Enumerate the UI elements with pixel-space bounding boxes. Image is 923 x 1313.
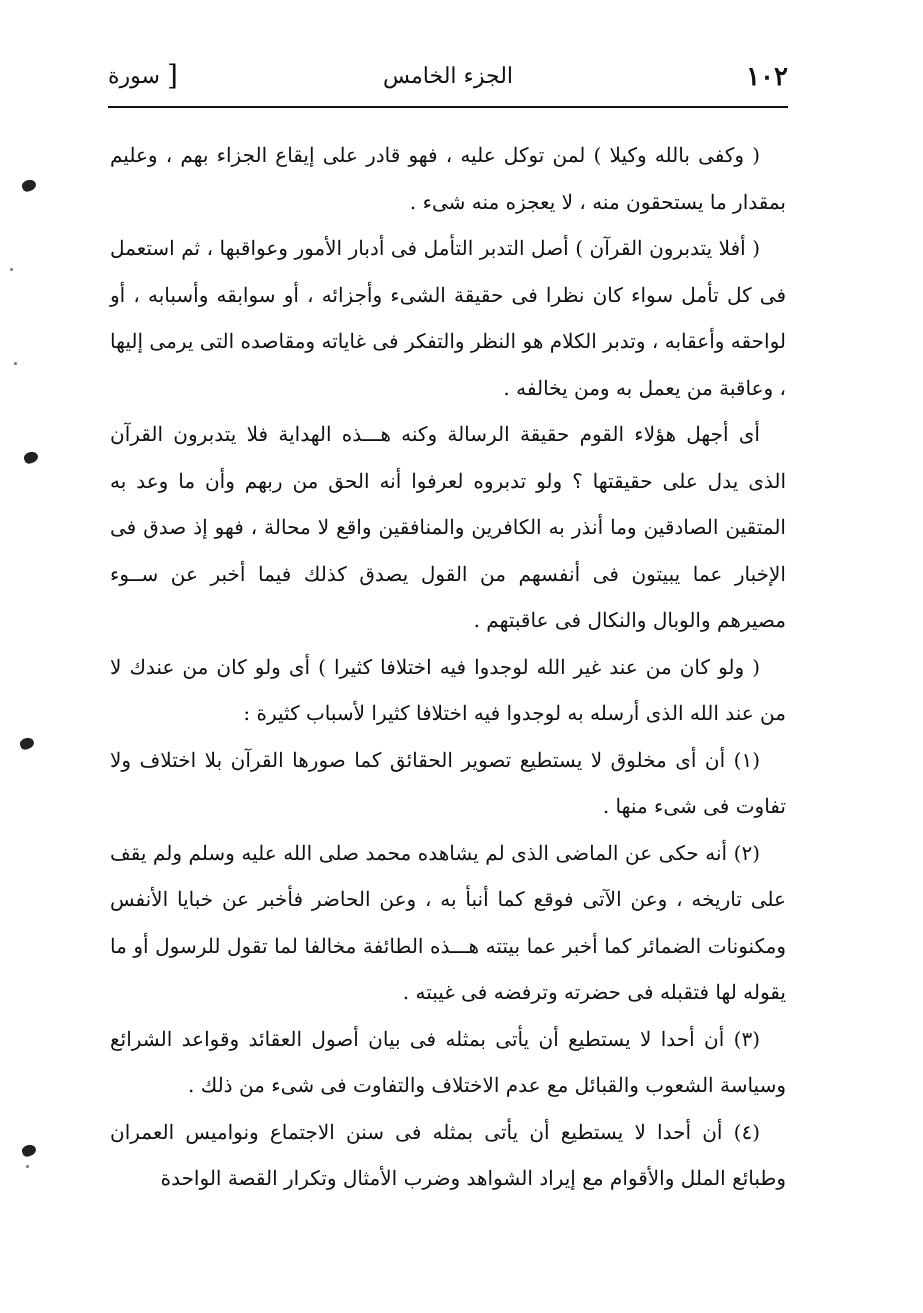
paragraph-1: ( وكفى بالله وكيلا ) لمن توكل عليه ، فهو قادر على إيقاع الجزاء بهم ، وعليم بمقدار ما يستحقون منه ، لا يعجزه منه شىء . xyxy=(110,143,786,214)
paragraph-4: ( ولو كان من عند غير الله لوجدوا فيه اختلافا كثيرا ) أى ولو كان من عندك لا من عند الله الذى أرسله به لوجدوا فيه اختلافا كثيرا لأسباب كثيرة : xyxy=(110,654,786,725)
margin-ink-mark xyxy=(21,178,38,193)
page-header xyxy=(108,58,788,102)
page-number: ١٠٢ xyxy=(746,62,788,92)
margin-ink-mark xyxy=(21,1143,38,1158)
body-text xyxy=(110,132,786,1202)
paragraph-5: (١) أن أى مخلوق لا يستطيع تصوير الحقائق كما صورها القرآن بلا اختلاف ولا تفاوت فى شىء منها . xyxy=(110,747,786,818)
paragraph-8: (٤) أن أحدا لا يستطيع أن يأتى بمثله فى سنن الاجتماع ونواميس العمران وطبائع الملل والأقوام مع إيراد الشواهد وضرب الأمثال وتكرار القصة الواحدة xyxy=(110,1119,786,1190)
paragraph-2: ( أفلا يتدبرون القرآن ) أصل التدبر التأمل فى أدبار الأمور وعواقبها ، ثم استعمل فى كل تأمل سواء كان نظرا فى حقيقة الشىء وأجزائه ، أو سوابقه وأسبابه ، أو لواحقه وأعقابه ، وتدبر الكلام هو النظر والتفكر فى غاياته ومقاصده التى يرمى إليها ، وعاقبة من يعمل به ومن يخالفه . xyxy=(110,236,786,400)
margin-ink-mark xyxy=(23,450,40,465)
margin-speck xyxy=(14,362,17,365)
surah-label xyxy=(108,59,178,92)
paragraph-7: (٣) أن أحدا لا يستطيع أن يأتى بمثله فى بيان أصول العقائد وقواعد الشرائع وسياسة الشعوب والقبائل مع عدم الاختلاف والتفاوت فى شىء من ذلك . xyxy=(110,1026,786,1097)
margin-speck xyxy=(26,1165,29,1168)
surah-bracket: [ xyxy=(166,59,178,92)
header-rule xyxy=(108,106,788,108)
margin-ink-mark xyxy=(19,736,36,751)
running-title: الجزء الخامس xyxy=(382,64,514,89)
paragraph-3: أى أجهل هؤلاء القوم حقيقة الرسالة وكنه هـــذه الهداية فلا يتدبرون القرآن الذى يدل على حقيقتها ؟ ولو تدبروه لعرفوا أنه الحق من ربهم وأن ما وعد به المتقين الصادقين وما أنذر به الكافرين والمنافقين واقع لا محالة ، فهو إذ صدق فى الإخبار عما يبيتون فى أنفسهم من القول يصدق كذلك فيما أخبر عن ســوء مصيرهم والوبال والنكال فى عاقبتهم . xyxy=(110,422,786,632)
margin-speck xyxy=(10,268,13,271)
paragraph-6: (٢) أنه حكى عن الماضى الذى لم يشاهده محمد صلى الله عليه وسلم ولم يقف على تاريخه ، وعن الآتى فوقع كما أنبأ به ، وعن الحاضر فأخبر عن خبايا الأنفس ومكنونات الضمائر كما أخبر عما بيتته هـــذه الطائفة مخالفا لما تقول للرسول أو ما يقوله لها فتقبله فى حضرته وترفضه فى غيبته . xyxy=(110,840,786,1004)
surah-label-text: سورة xyxy=(108,64,160,89)
